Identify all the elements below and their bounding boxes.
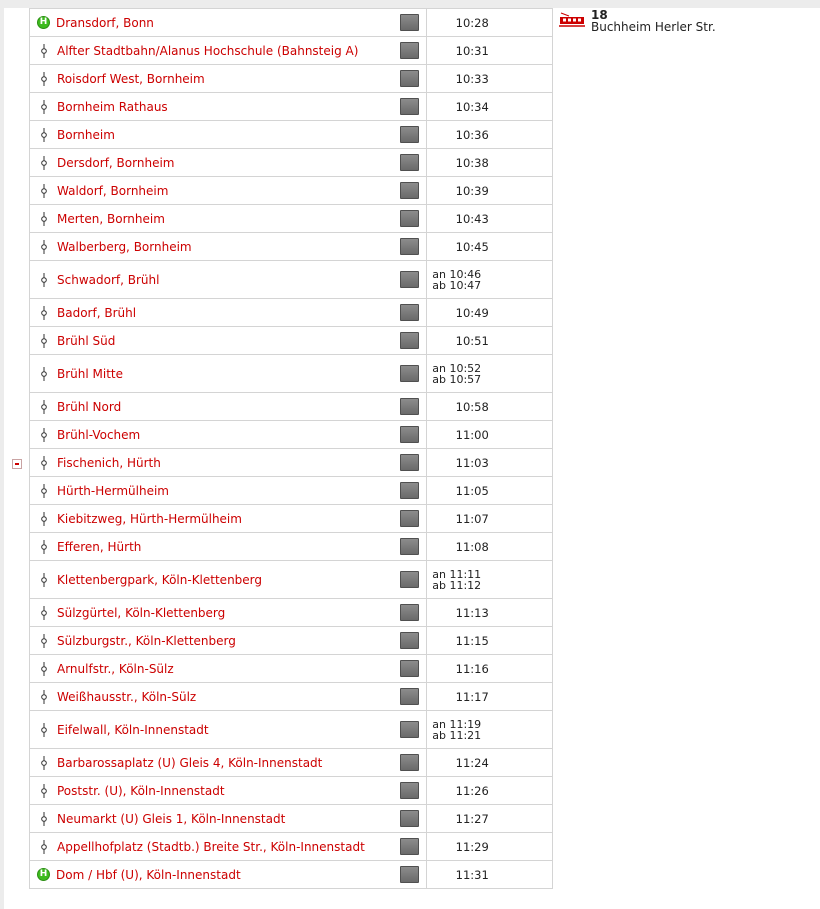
stop-time: 10:28 — [455, 15, 489, 30]
stop-name-cell — [30, 711, 392, 748]
stop-name-link[interactable]: Walberberg, Bornheim — [57, 239, 192, 254]
stops-table — [29, 8, 553, 889]
platform-cell — [392, 533, 427, 560]
stop-name-link[interactable]: Roisdorf West, Bornheim — [57, 71, 205, 86]
intermediate-stop-icon — [37, 784, 51, 798]
stop-time: 11:05 — [455, 483, 489, 498]
platform-icon[interactable] — [400, 332, 419, 349]
stop-row — [29, 599, 553, 627]
time-cell — [427, 327, 553, 354]
stop-time: 10:45 — [455, 239, 489, 254]
departure-time: ab 10:47 — [432, 278, 482, 292]
platform-icon[interactable] — [400, 210, 419, 227]
stop-name-link[interactable]: Klettenbergpark, Köln-Klettenberg — [57, 572, 263, 587]
stop-row — [29, 421, 553, 449]
time-cell — [427, 65, 553, 92]
line-destination: Buchheim Herler Str. — [591, 20, 716, 34]
platform-cell — [392, 805, 427, 832]
stop-name-link[interactable]: Merten, Bornheim — [57, 211, 165, 226]
stop-time: 11:03 — [455, 455, 489, 470]
stop-name-cell — [30, 327, 392, 354]
intermediate-stop-icon — [37, 456, 51, 470]
stop-time: 11:16 — [455, 661, 489, 676]
intermediate-stop-icon — [37, 72, 51, 86]
time-cell — [427, 599, 553, 626]
stop-name-cell — [30, 449, 392, 476]
time-cell — [427, 477, 553, 504]
stop-name-link[interactable]: Bornheim — [57, 127, 115, 142]
stop-name-cell — [30, 805, 392, 832]
platform-cell — [392, 599, 427, 626]
intermediate-stop-icon — [37, 400, 51, 414]
stop-row — [29, 627, 553, 655]
stop-time: 11:00 — [455, 427, 489, 442]
time-cell — [427, 627, 553, 654]
stop-name-link[interactable]: Eifelwall, Köln-Innenstadt — [57, 722, 209, 737]
platform-cell — [392, 477, 427, 504]
platform-icon[interactable] — [400, 154, 419, 171]
stop-name-cell — [30, 177, 392, 204]
time-cell — [427, 683, 553, 710]
stop-row — [29, 177, 553, 205]
platform-icon[interactable] — [400, 454, 419, 471]
stop-time: 10:36 — [455, 127, 489, 142]
time-cell — [427, 777, 553, 804]
time-cell — [427, 711, 553, 748]
stop-name-cell — [30, 121, 392, 148]
stop-row — [29, 777, 553, 805]
platform-cell — [392, 711, 427, 748]
stop-name-cell — [30, 421, 392, 448]
intermediate-stop-icon — [37, 128, 51, 142]
time-cell — [427, 233, 553, 260]
platform-icon[interactable] — [400, 482, 419, 499]
platform-icon[interactable] — [400, 70, 419, 87]
stop-name-link[interactable]: Waldorf, Bornheim — [57, 183, 169, 198]
time-cell — [427, 393, 553, 420]
stop-name-link[interactable]: Appellhofplatz (Stadtb.) Breite Str., Köln-Innenstadt — [57, 839, 365, 854]
stop-name-cell — [30, 749, 392, 776]
stop-name-cell — [30, 9, 392, 36]
platform-icon[interactable] — [400, 398, 419, 415]
stop-name-cell — [30, 477, 392, 504]
platform-cell — [392, 177, 427, 204]
tram-icon — [559, 12, 585, 31]
platform-cell — [392, 149, 427, 176]
departure-time: ab 11:21 — [432, 728, 482, 742]
intermediate-stop-icon — [37, 756, 51, 770]
intermediate-stop-icon — [37, 100, 51, 114]
time-cell — [427, 449, 553, 476]
intermediate-stop-icon — [37, 428, 51, 442]
stop-time: 10:33 — [455, 71, 489, 86]
platform-icon[interactable] — [400, 304, 419, 321]
time-cell — [427, 655, 553, 682]
stop-row — [29, 9, 553, 37]
stop-row — [29, 355, 553, 393]
time-cell — [427, 177, 553, 204]
stop-name-cell — [30, 93, 392, 120]
platform-cell — [392, 93, 427, 120]
stop-name-cell — [30, 599, 392, 626]
stop-row — [29, 299, 553, 327]
intermediate-stop-icon — [37, 812, 51, 826]
arrival-time: an 10:52 — [432, 361, 482, 375]
departure-time: ab 10:57 — [432, 372, 482, 386]
stop-name-cell — [30, 833, 392, 860]
stop-name-cell — [30, 777, 392, 804]
platform-icon[interactable] — [400, 721, 419, 738]
departure-time: ab 11:12 — [432, 578, 482, 592]
stop-name-link[interactable]: Efferen, Hürth — [57, 539, 142, 554]
stop-time: 11:26 — [455, 783, 489, 798]
stop-name-link[interactable]: Poststr. (U), Köln-Innenstadt — [57, 783, 225, 798]
stop-row — [29, 561, 553, 599]
stop-row — [29, 233, 553, 261]
time-cell — [427, 261, 553, 298]
platform-cell — [392, 683, 427, 710]
platform-icon[interactable] — [400, 14, 419, 31]
stop-name-cell — [30, 205, 392, 232]
stop-name-cell — [30, 149, 392, 176]
time-cell — [427, 861, 553, 888]
platform-cell — [392, 777, 427, 804]
intermediate-stop-icon — [37, 723, 51, 737]
intermediate-stop-icon — [37, 512, 51, 526]
platform-cell — [392, 449, 427, 476]
time-cell — [427, 37, 553, 64]
stop-name-cell — [30, 261, 392, 298]
time-cell — [427, 355, 553, 392]
platform-cell — [392, 233, 427, 260]
platform-cell — [392, 655, 427, 682]
stop-name-cell — [30, 655, 392, 682]
stop-time: 11:13 — [455, 605, 489, 620]
platform-cell — [392, 9, 427, 36]
intermediate-stop-icon — [37, 540, 51, 554]
stop-name-cell — [30, 627, 392, 654]
stop-row — [29, 261, 553, 299]
time-cell — [427, 505, 553, 532]
stop-time: 10:51 — [455, 333, 489, 348]
stop-name-link[interactable]: Neumarkt (U) Gleis 1, Köln-Innenstadt — [57, 811, 286, 826]
intermediate-stop-icon — [37, 240, 51, 254]
platform-icon[interactable] — [400, 271, 419, 288]
time-cell — [427, 533, 553, 560]
collapse-button[interactable] — [12, 459, 22, 469]
stop-time: 11:08 — [455, 539, 489, 554]
intermediate-stop-icon — [37, 840, 51, 854]
platform-icon[interactable] — [400, 365, 419, 382]
time-cell — [427, 149, 553, 176]
stop-row — [29, 93, 553, 121]
stop-name-cell — [30, 861, 392, 888]
stop-time: 10:38 — [455, 155, 489, 170]
platform-cell — [392, 261, 427, 298]
stop-name-link[interactable]: Brühl Nord — [57, 399, 122, 414]
platform-cell — [392, 749, 427, 776]
stop-name-link[interactable]: Sülzburgstr., Köln-Klettenberg — [57, 633, 236, 648]
stop-row — [29, 655, 553, 683]
arrival-time: an 11:19 — [432, 717, 482, 731]
arrival-time: an 10:46 — [432, 267, 482, 281]
line-number[interactable]: 18 — [591, 8, 608, 22]
platform-cell — [392, 37, 427, 64]
intermediate-stop-icon — [37, 606, 51, 620]
stop-time: 11:31 — [455, 867, 489, 882]
platform-cell — [392, 65, 427, 92]
platform-icon[interactable] — [400, 426, 419, 443]
platform-icon[interactable] — [400, 126, 419, 143]
platform-cell — [392, 355, 427, 392]
stop-time: 11:27 — [455, 811, 489, 826]
stop-row — [29, 205, 553, 233]
stop-time: 11:07 — [455, 511, 489, 526]
stop-time: 10:34 — [455, 99, 489, 114]
time-cell — [427, 421, 553, 448]
h-stop-icon: H — [37, 16, 50, 29]
stop-name-link[interactable]: Bornheim Rathaus — [57, 99, 168, 114]
stop-name-link[interactable]: Kiebitzweg, Hürth-Hermülheim — [57, 511, 242, 526]
stop-time: 11:15 — [455, 633, 489, 648]
platform-cell — [392, 561, 427, 598]
stop-row — [29, 393, 553, 421]
platform-icon[interactable] — [400, 98, 419, 115]
stop-name-link[interactable]: Dransdorf, Bonn — [56, 15, 154, 30]
stop-row — [29, 833, 553, 861]
intermediate-stop-icon — [37, 184, 51, 198]
stop-row — [29, 37, 553, 65]
time-cell — [427, 805, 553, 832]
platform-icon[interactable] — [400, 838, 419, 855]
platform-cell — [392, 505, 427, 532]
intermediate-stop-icon — [37, 690, 51, 704]
stop-time: 10:39 — [455, 183, 489, 198]
stop-row — [29, 805, 553, 833]
stop-name-link[interactable]: Sülzgürtel, Köln-Klettenberg — [57, 605, 226, 620]
intermediate-stop-icon — [37, 156, 51, 170]
stop-name-link[interactable]: Barbarossaplatz (U) Gleis 4, Köln-Innenstadt — [57, 755, 323, 770]
time-cell — [427, 121, 553, 148]
platform-cell — [392, 861, 427, 888]
arrival-time: an 11:11 — [432, 567, 482, 581]
platform-icon[interactable] — [400, 660, 419, 677]
stop-name-link[interactable]: Brühl Süd — [57, 333, 116, 348]
platform-cell — [392, 121, 427, 148]
intermediate-stop-icon — [37, 367, 51, 381]
stop-row — [29, 449, 553, 477]
stop-row — [29, 65, 553, 93]
stop-name-cell — [30, 533, 392, 560]
stop-time: 10:31 — [455, 43, 489, 58]
stop-time: 10:49 — [455, 305, 489, 320]
time-cell — [427, 299, 553, 326]
platform-cell — [392, 327, 427, 354]
stop-row — [29, 711, 553, 749]
intermediate-stop-icon — [37, 484, 51, 498]
platform-cell — [392, 421, 427, 448]
stop-name-link[interactable]: Fischenich, Hürth — [57, 455, 161, 470]
platform-icon[interactable] — [400, 810, 419, 827]
platform-cell — [392, 627, 427, 654]
platform-icon[interactable] — [400, 42, 419, 59]
stop-name-cell — [30, 355, 392, 392]
platform-cell — [392, 299, 427, 326]
intermediate-stop-icon — [37, 273, 51, 287]
intermediate-stop-icon — [37, 634, 51, 648]
time-cell — [427, 205, 553, 232]
stop-row — [29, 749, 553, 777]
h-stop-icon: H — [37, 868, 50, 881]
stop-name-link[interactable]: Arnulfstr., Köln-Sülz — [57, 661, 174, 676]
platform-cell — [392, 393, 427, 420]
platform-cell — [392, 205, 427, 232]
platform-cell — [392, 833, 427, 860]
intermediate-stop-icon — [37, 662, 51, 676]
intermediate-stop-icon — [37, 334, 51, 348]
time-cell — [427, 561, 553, 598]
platform-icon[interactable] — [400, 754, 419, 771]
stop-row — [29, 121, 553, 149]
stop-row — [29, 505, 553, 533]
stop-name-cell — [30, 683, 392, 710]
intermediate-stop-icon — [37, 44, 51, 58]
stop-row — [29, 861, 553, 889]
stop-name-link[interactable]: Dersdorf, Bornheim — [57, 155, 175, 170]
stop-name-link[interactable]: Badorf, Brühl — [57, 305, 137, 320]
stop-name-cell — [30, 299, 392, 326]
platform-icon[interactable] — [400, 782, 419, 799]
platform-icon[interactable] — [400, 604, 419, 621]
stop-row — [29, 533, 553, 561]
intermediate-stop-icon — [37, 573, 51, 587]
platform-icon[interactable] — [400, 866, 419, 883]
platform-icon[interactable] — [400, 182, 419, 199]
stop-name-cell — [30, 561, 392, 598]
time-cell — [427, 749, 553, 776]
time-cell — [427, 833, 553, 860]
stop-row — [29, 683, 553, 711]
line-info — [559, 9, 716, 34]
stop-name-link[interactable]: Weißhausstr., Köln-Sülz — [57, 689, 197, 704]
platform-icon[interactable] — [400, 238, 419, 255]
stop-name-link[interactable]: Schwadorf, Brühl — [57, 272, 160, 287]
stop-name-link[interactable]: Hürth-Hermülheim — [57, 483, 169, 498]
stop-time: 10:43 — [455, 211, 489, 226]
stop-time: 11:29 — [455, 839, 489, 854]
stop-time: 10:58 — [455, 399, 489, 414]
stop-name-cell — [30, 505, 392, 532]
stop-name-link[interactable]: Alfter Stadtbahn/Alanus Hochschule (Bahnsteig A) — [57, 43, 359, 58]
platform-icon[interactable] — [400, 632, 419, 649]
intermediate-stop-icon — [37, 306, 51, 320]
platform-icon[interactable] — [400, 538, 419, 555]
stop-name-cell — [30, 233, 392, 260]
stop-name-cell — [30, 37, 392, 64]
stop-name-link[interactable]: Brühl-Vochem — [57, 427, 141, 442]
stop-row — [29, 477, 553, 505]
stop-name-cell — [30, 393, 392, 420]
platform-icon[interactable] — [400, 688, 419, 705]
stop-name-cell — [30, 65, 392, 92]
intermediate-stop-icon — [37, 212, 51, 226]
time-cell — [427, 9, 553, 36]
stop-time: 11:24 — [455, 755, 489, 770]
stop-row — [29, 327, 553, 355]
stop-name-link[interactable]: Brühl Mitte — [57, 366, 124, 381]
stop-time: 11:17 — [455, 689, 489, 704]
platform-icon[interactable] — [400, 510, 419, 527]
stop-row — [29, 149, 553, 177]
time-cell — [427, 93, 553, 120]
platform-icon[interactable] — [400, 571, 419, 588]
stop-name-link[interactable]: Dom / Hbf (U), Köln-Innenstadt — [56, 867, 241, 882]
